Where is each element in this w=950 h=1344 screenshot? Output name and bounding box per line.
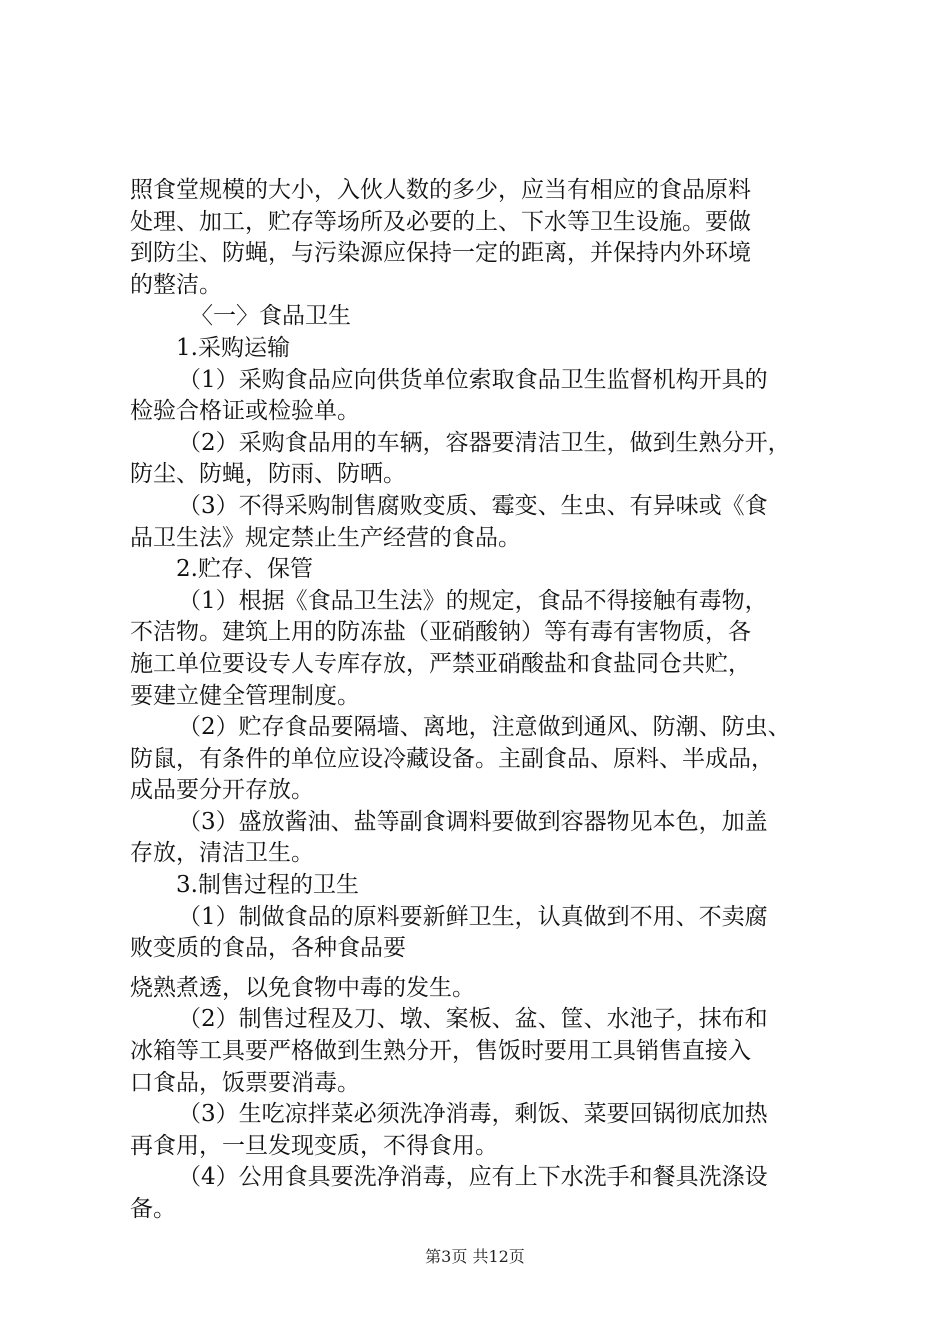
text-line: 防鼠，有条件的单位应设冷藏设备。主副食品、原料、半成品， [130, 745, 774, 772]
text-line: 到防尘、防蝇，与污染源应保持一定的距离，并保持内外环境 [130, 240, 751, 267]
subsection-heading: 2.贮存、保管 [176, 556, 313, 583]
text-line: （1）根据《食品卫生法》的规定，食品不得接触有毒物， [178, 587, 768, 614]
text-line: 处理、加工，贮存等场所及必要的上、下水等卫生设施。要做 [130, 208, 751, 235]
text-line: （3）盛放酱油、盐等副食调料要做到容器物见本色，加盖 [178, 808, 768, 835]
text-line: （2）制售过程及刀、墩、案板、盆、筐、水池子，抹布和 [178, 1006, 768, 1033]
text-line: 的整洁。 [130, 271, 222, 298]
text-line: （3）生吃凉拌菜必须洗净消毒，剩饭、菜要回锅彻底加热 [178, 1101, 768, 1128]
text-line: （2）贮存食品要隔墙、离地，注意做到通风、防潮、防虫、 [178, 714, 791, 741]
text-line: 要建立健全管理制度。 [130, 682, 360, 709]
text-line: （2）采购食品用的车辆，容器要清洁卫生，做到生熟分开， [178, 429, 791, 456]
text-line: （4）公用食具要洗净消毒，应有上下水洗手和餐具洗涤设 [178, 1164, 768, 1191]
text-line: 再食用，一旦发现变质，不得食用。 [130, 1132, 498, 1159]
text-line: 不洁物。建筑上用的防冻盐（亚硝酸钠）等有毒有害物质，各 [130, 619, 751, 646]
text-line: （1）制做食品的原料要新鲜卫生，认真做到不用、不卖腐 [178, 903, 768, 930]
text-line: 检验合格证或检验单。 [130, 398, 360, 425]
text-line: 败变质的食品，各种食品要 [130, 935, 406, 962]
text-line: 冰箱等工具要严格做到生熟分开，售饭时要用工具销售直接入 [130, 1038, 751, 1065]
text-line: 成品要分开存放。 [130, 777, 314, 804]
page-body [130, 175, 830, 1226]
text-line: 备。 [130, 1196, 176, 1222]
text-line: 照食堂规模的大小，入伙人数的多少，应当有相应的食品原料 [130, 177, 751, 203]
text-line: （1）采购食品应向供货单位索取食品卫生监督机构开具的 [178, 366, 768, 393]
text-line: 防尘、防蝇，防雨、防晒。 [130, 461, 406, 488]
subsection-heading: 1.采购运输 [176, 334, 290, 361]
text-line: （3）不得采购制售腐败变质、霉变、生虫、有异味或《食 [178, 492, 768, 519]
text-line: 存放，清洁卫生。 [130, 840, 314, 867]
text-line: 品卫生法》规定禁止生产经营的食品。 [130, 524, 521, 551]
page-footer: 第3页 共12页 [425, 1247, 525, 1266]
text-line: 烧熟煮透，以免食物中毒的发生。 [130, 974, 475, 1001]
text-line: 施工单位要设专人专库存放，严禁亚硝酸盐和食盐同仓共贮， [130, 650, 751, 677]
text-line: 口食品，饭票要消毒。 [130, 1069, 360, 1096]
section-heading: 〈一〉食品卫生 [190, 303, 351, 330]
subsection-heading: 3.制售过程的卫生 [176, 872, 359, 899]
